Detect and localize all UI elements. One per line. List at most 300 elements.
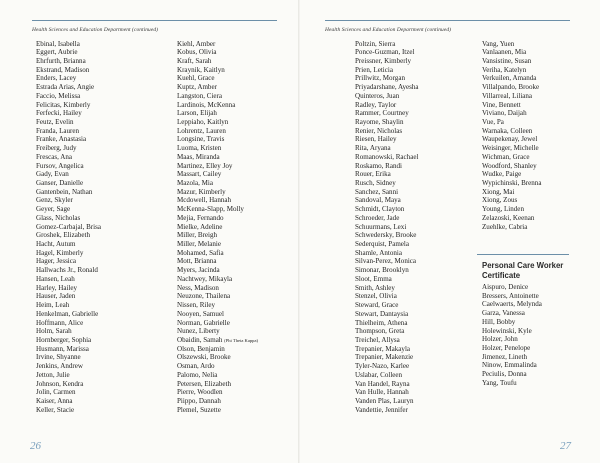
person-name: Olson, Benjamin [177,344,225,353]
person-name: Petersen, Elizabeth [177,379,232,388]
person-name: Wichman, Grace [482,152,530,161]
list-item [36,109,101,118]
person-name: Ferfecki, Hailey [36,109,82,118]
person-name: Jetton, Julie [36,370,70,379]
person-name: Fursov, Angelica [36,161,84,170]
person-name: Feutz, Evelin [36,117,74,126]
list-item [36,319,101,328]
list-item [177,266,258,275]
list-item [482,101,541,110]
list-item [177,144,258,153]
list-item [482,135,541,144]
list-item [177,231,258,240]
list-item [482,144,541,153]
person-name: Rammer, Courtney [355,109,409,118]
person-name: Ganser, Danielle [36,179,84,187]
list-item [482,74,541,83]
person-name: Silvan-Perez, Monica [355,257,417,266]
person-name: Garza, Vanessa [482,309,525,318]
list-item [482,48,541,57]
list-item [36,231,101,240]
list-item [36,74,101,83]
list-item [355,231,419,240]
person-name: Sloot, Emma [355,274,392,283]
list-item [36,127,101,136]
list-item [36,162,101,171]
person-name: McKenna-Slapp, Molly [177,205,244,214]
list-item [36,214,101,223]
list-item [482,223,541,232]
list-item [177,101,258,110]
person-name: Vang, Yuen [482,39,515,48]
right-page [300,0,600,463]
person-name: Simonar, Brooklyn [355,266,409,275]
person-name: Riesen, Hailey [355,135,397,144]
name-column [482,40,541,232]
list-item [36,205,101,214]
person-name: Glass, Nicholas [36,213,81,222]
name-column [177,40,258,415]
person-name: Prillwitz, Morgan [355,74,405,83]
list-item [355,371,419,380]
person-name: Thompson, Greta [355,327,405,336]
list-item [177,275,258,284]
list-item [355,223,419,232]
list-item [177,257,258,266]
page-number: 27 [560,440,571,452]
list-item [482,66,541,75]
person-name: Johnson, Kendra [36,379,84,388]
list-item [177,336,258,345]
list-item [177,249,258,258]
person-name: Verkuilen, Amanda [482,74,537,83]
list-item [355,397,419,406]
person-name: Smith, Ashley [355,283,395,292]
list-item [177,127,258,136]
person-name: Genz, Skyler [36,196,73,205]
list-item [482,353,542,362]
list-item [482,40,541,49]
list-item [355,301,419,310]
list-item [177,240,258,249]
person-name: Henkelman, Gabrielle [36,309,99,318]
person-name: Mejia, Fernando [177,213,224,222]
list-item [177,118,258,127]
list-item [355,101,419,110]
list-item [355,196,419,205]
person-name: Olszewski, Brooke [177,353,231,362]
list-item [482,109,541,118]
person-name: Steward, Grace [355,301,399,310]
person-name: Weisinger, Michelle [482,144,539,153]
name-column [36,40,101,415]
person-name: Ponce-Guzman, Itzel [355,48,415,57]
list-item [482,379,542,388]
person-name: Van Handel, Rayna [355,379,410,388]
list-item [482,179,541,188]
list-item [355,109,419,118]
list-item [482,361,542,370]
list-item [355,380,419,389]
person-name: Woodford, Shanley [482,161,537,170]
list-item [177,153,258,162]
person-name: Vanden Plas, Lauryn [355,396,414,405]
list-item [36,170,101,179]
list-item [177,74,258,83]
person-name: Hill, Bobby [482,317,516,326]
person-name: Villarreal, Liliana [482,91,533,100]
list-item [355,153,419,162]
person-name: Eggert, Aubrie [36,48,78,57]
list-item [36,345,101,354]
person-name: Romanowski, Rachael [355,152,419,161]
list-item [355,240,419,249]
person-name: Rita, Aryana [355,144,391,153]
list-item [177,353,258,362]
person-name: Trepanier, Makayla [355,344,411,353]
person-name: Vue, Pa [482,117,504,126]
list-item [36,380,101,389]
person-name: Sederquist, Pamela [355,240,410,249]
list-item [177,170,258,179]
person-name: Myers, Jacinda [177,266,220,275]
person-name: Irvine, Shyanne [36,353,81,362]
running-header: Health Sciences and Education Department (continued) [32,27,159,33]
list-item [355,48,419,57]
list-item [36,327,101,336]
list-item [482,153,541,162]
person-name: Heim, Leah [36,301,70,310]
list-item [177,205,258,214]
list-item [36,310,101,319]
list-item [36,266,101,275]
list-item [482,300,542,309]
list-item [177,66,258,75]
list-item [482,205,541,214]
person-name: Maas, Miranda [177,152,220,161]
person-name: Langston, Ciera [177,91,223,100]
person-name: Veriha, Katelyn [482,65,527,74]
list-item [355,388,419,397]
person-name: Neuzone, Thailena [177,292,231,301]
list-item [355,257,419,266]
person-name: Rayome, Shaylin [355,117,404,126]
honor-note: (Phi Theta Kappa) [224,337,259,343]
list-item [177,92,258,101]
list-item [482,335,542,344]
person-name: Hornberger, Sophia [36,335,92,344]
list-item [177,196,258,205]
header-rule [32,20,277,21]
person-name: Zelazoski, Keenan [482,213,535,222]
person-name: Enders, Lacey [36,74,77,83]
person-name: Prien, Leticia [355,65,393,74]
person-name: Franda, Lauren [36,126,80,135]
person-name: Ninow, Emmalinda [482,361,537,370]
section-title: Personal Care Worker Certificate [482,261,564,280]
list-item [355,353,419,362]
list-item [482,214,541,223]
list-item [482,327,542,336]
list-item [177,284,258,293]
list-item [482,127,541,136]
person-name: Norman, Gabrielle [177,318,230,327]
list-item [482,370,542,379]
person-name: Van Hulle, Hannah [355,388,409,397]
list-item [355,266,419,275]
list-item [355,327,419,336]
list-item [36,301,101,310]
person-name: Tyler-Nazo, Karlee [355,362,410,371]
person-name: Zuehlke, Cabria [482,222,528,231]
person-name: Kobus, Olivia [177,48,217,57]
list-item [177,48,258,57]
person-name: Stewart, Dantaysia [355,309,409,318]
person-name: Stenzel, Olivia [355,292,397,301]
list-item [177,109,258,118]
person-name: Gady, Evan [36,170,69,179]
list-item [177,327,258,336]
person-name: Miller, Breigh [177,231,218,240]
person-name: Schwedersky, Brooke [355,231,417,240]
list-item [36,153,101,162]
list-item [355,336,419,345]
list-item [482,92,541,101]
list-item [482,118,541,127]
person-name: Rouer, Erika [355,170,391,179]
list-item [36,406,101,415]
list-item [355,144,419,153]
person-name: Kaiser, Anna [36,396,73,405]
person-name: Gantenbein, Nathan [36,187,93,196]
person-name: Luoma, Kristen [177,144,222,153]
name-column [482,283,542,388]
list-item [355,205,419,214]
person-name: Warnaka, Colleen [482,126,533,135]
list-item [177,162,258,171]
person-name: Kiehl, Amber [177,39,216,48]
person-name: Jenkins, Andrew [36,362,83,371]
person-name: Hansen, Leah [36,274,75,283]
list-item [177,362,258,371]
list-item [177,397,258,406]
list-item [177,292,258,301]
list-item [482,188,541,197]
person-name: Franke, Anastasia [36,135,87,144]
list-item [355,40,419,49]
list-item [177,188,258,197]
list-item [36,57,101,66]
person-name: Jolin, Carmen [36,388,76,397]
person-name: Caelwaerts, Melynda [482,300,542,309]
list-item [482,57,541,66]
person-name: Young, Linden [482,205,524,214]
list-item [36,275,101,284]
person-name: Larson, Elijah [177,109,217,118]
person-name: Freiberg, Judy [36,144,77,153]
list-item [36,336,101,345]
person-name: Preissner, Kimberly [355,56,412,65]
person-name: Bressers, Antoinette [482,291,539,300]
person-name: Mielke, Adeline [177,222,223,231]
person-name: Priyadarshane, Ayesha [355,83,419,92]
person-name: Harley, Hailey [36,283,78,292]
list-item [482,283,542,292]
list-item [36,292,101,301]
person-name: Hallwachs Jr., Ronald [36,266,98,275]
list-item [355,345,419,354]
list-item [36,101,101,110]
list-item [355,319,419,328]
person-name: Nooyen, Samuel [177,309,224,318]
person-name: Kuptz, Amber [177,83,217,92]
page-number: 26 [30,440,41,452]
person-name: Yang, Toufu [482,378,517,387]
list-item [355,118,419,127]
person-name: Holewinski, Kyle [482,326,532,335]
person-name: Geyer, Sage [36,205,71,214]
list-item [355,214,419,223]
list-item [36,179,101,188]
person-name: Ehrfurth, Brianna [36,56,86,65]
person-name: Obaidin, Samah [177,335,223,344]
list-item [177,406,258,415]
list-item [482,196,541,205]
person-name: Gomez-Carbajal, Brisa [36,222,101,231]
person-name: Felicitas, Kimberly [36,100,91,109]
person-name: Miller, Melanie [177,240,221,249]
section-rule [477,254,569,255]
list-item [36,397,101,406]
list-item [355,362,419,371]
list-item [177,135,258,144]
list-item [482,344,542,353]
list-item [177,83,258,92]
list-item [177,371,258,380]
person-name: Ness, Madison [177,283,219,292]
person-name: Wudke, Paige [482,170,522,179]
list-item [36,223,101,232]
list-item [482,318,542,327]
person-name: Nachtwey, Mikayla [177,274,233,283]
person-name: Faccio, Melissa [36,91,81,100]
person-name: Treichel, Allysa [355,335,400,344]
person-name: Holzer, Penelope [482,344,531,353]
list-item [355,310,419,319]
person-name: Husmann, Marissa [36,344,89,353]
list-item [355,92,419,101]
list-item [355,83,419,92]
person-name: Massart, Cailey [177,170,222,179]
person-name: Ekstrand, Madison [36,65,90,74]
person-name: Mcdowell, Hannah [177,196,232,205]
person-name: Peciulis, Donna [482,370,527,379]
person-name: Wypichinski, Brenna [482,179,542,187]
list-item [177,319,258,328]
person-name: Mohamed, Safia [177,248,224,257]
person-name: Jimenez, Lineth [482,352,528,361]
list-item [355,406,419,415]
person-name: Kraft, Sarah [177,56,212,65]
person-name: Nunez, Liberty [177,327,220,336]
list-item [36,362,101,371]
list-item [177,380,258,389]
list-item [177,179,258,188]
list-item [482,83,541,92]
person-name: Lardinois, McKenna [177,100,236,109]
list-item [36,371,101,380]
person-name: Radley, Taylor [355,100,397,109]
list-item [36,66,101,75]
person-name: Mott, Brianna [177,257,217,266]
list-item [355,170,419,179]
person-name: Schroeder, Jade [355,213,400,222]
list-item [355,162,419,171]
list-item [355,66,419,75]
person-name: Groshek, Elizabeth [36,231,91,240]
list-item [177,40,258,49]
person-name: Vandettie, Jennifer [355,405,408,414]
list-item [177,301,258,310]
person-name: Vanlaanen, Mia [482,48,527,57]
list-item [36,240,101,249]
list-item [36,188,101,197]
person-name: Renier, Nicholas [355,126,403,135]
person-name: Estrada Arias, Angie [36,83,95,92]
person-name: Viviano, Daijah [482,109,527,118]
list-item [355,127,419,136]
person-name: Mazola, Mia [177,179,214,187]
person-name: Shamle, Antonia [355,248,402,257]
list-item [482,162,541,171]
name-column [355,40,419,415]
person-name: Lohrentz, Lauren [177,126,226,135]
list-item [177,57,258,66]
person-name: Xiong, Zous [482,196,518,205]
list-item [482,292,542,301]
person-name: Kuehl, Grace [177,74,215,83]
person-name: Roskamo, Randi [355,161,402,170]
list-item [36,249,101,258]
person-name: Hauser, Jaden [36,292,76,301]
person-name: Sandoval, Maya [355,196,401,205]
person-name: Plemel, Suzette [177,405,221,414]
list-item [36,353,101,362]
list-item [355,179,419,188]
list-item [177,345,258,354]
list-item [355,57,419,66]
list-item [177,310,258,319]
person-name: Osman, Ardo [177,362,215,371]
person-name: Holzer, John [482,335,518,344]
person-name: Xiong, Mai [482,187,515,196]
person-name: Quinteros, Juan [355,91,400,100]
person-name: Hager, Jessica [36,257,77,266]
list-item [36,118,101,127]
list-item [355,188,419,197]
list-item [36,196,101,205]
person-name: Hacht, Autum [36,240,76,249]
person-name: Kraynik, Kaitlyn [177,65,225,74]
person-name: Pierre, Woodlen [177,388,223,397]
person-name: Longsine, Travis [177,135,225,144]
person-name: Piippo, Dannah [177,396,221,405]
person-name: Villalpando, Brooke [482,83,540,92]
list-item [36,257,101,266]
list-item [36,388,101,397]
person-name: Trepanier, Makenzie [355,353,414,362]
person-name: Vine, Bennett [482,100,521,109]
